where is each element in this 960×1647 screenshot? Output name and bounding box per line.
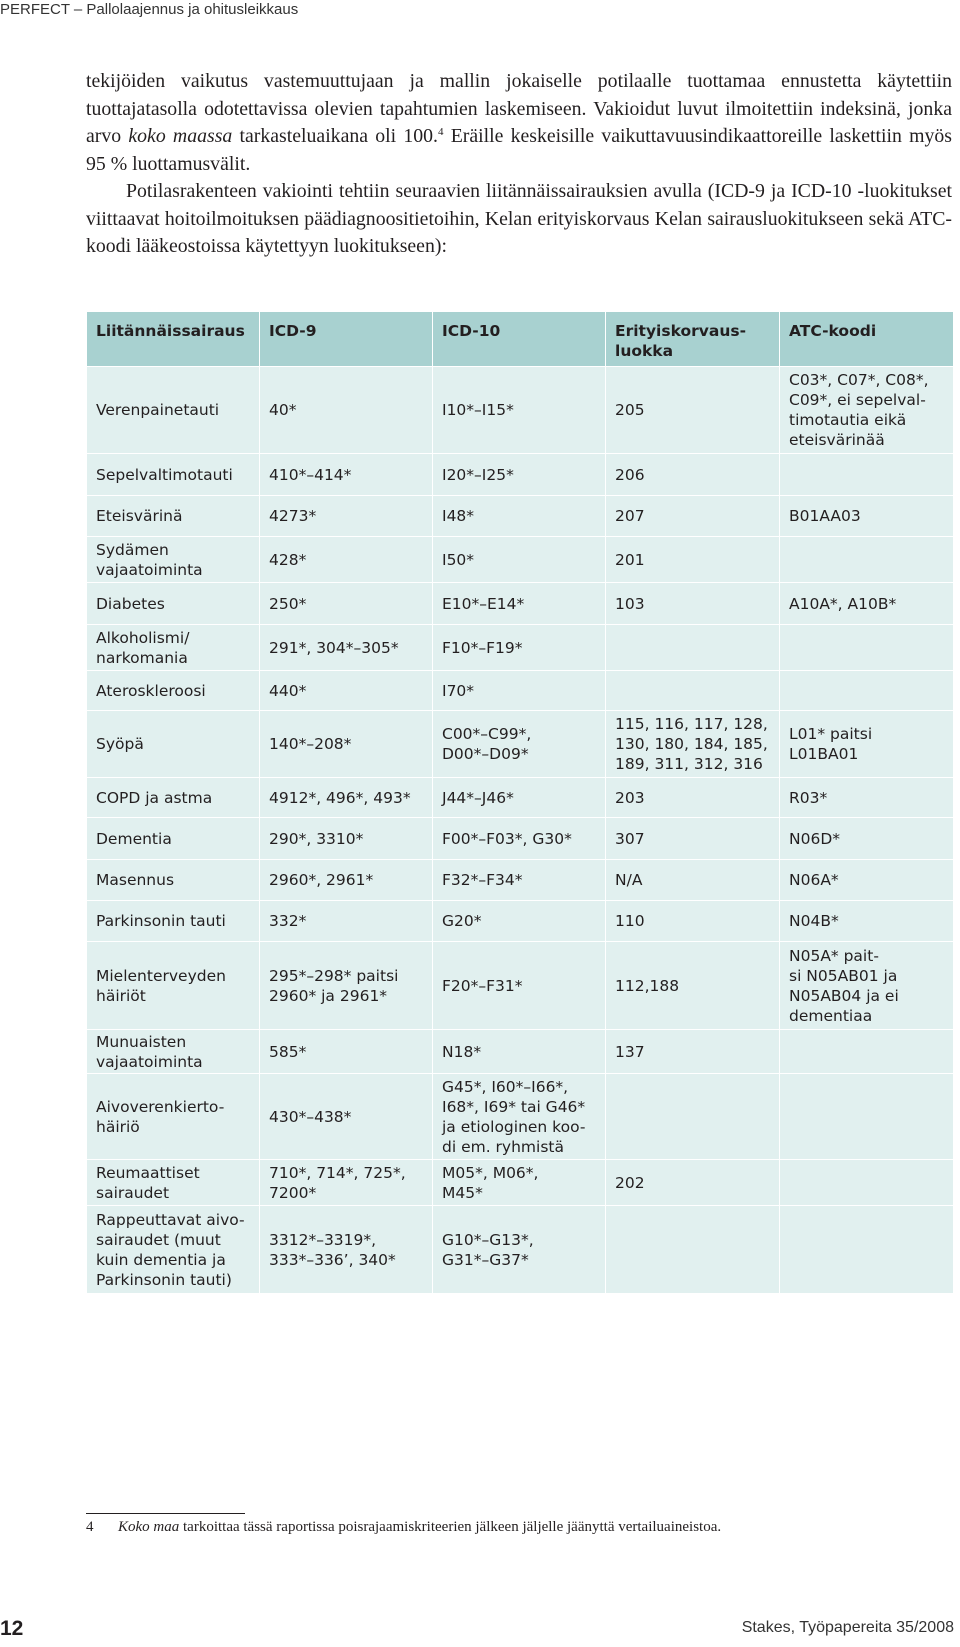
table-cell: 205 (606, 367, 780, 454)
table-cell: Syöpä (87, 711, 260, 778)
table-row (87, 671, 954, 711)
table-cell: I48* (433, 496, 606, 537)
header-cell: Erityiskorvaus- luokka (606, 312, 780, 367)
table-cell: Munuaisten vajaatoiminta (87, 1030, 260, 1074)
table-cell (606, 1206, 780, 1294)
table-cell: I10*–I15* (433, 367, 606, 454)
table-cell: N04B* (780, 901, 954, 942)
table-row (87, 1030, 954, 1074)
table-cell: I20*–I25* (433, 454, 606, 496)
table-row (87, 367, 954, 454)
footnote-ref: 4 (437, 126, 444, 138)
table-cell: 40* (260, 367, 433, 454)
table-cell (606, 1074, 780, 1160)
table-cell: 137 (606, 1030, 780, 1074)
table-cell: 332* (260, 901, 433, 942)
table-row (87, 583, 954, 625)
footnote (86, 1517, 952, 1537)
table-cell: Aivoverenkierto- häiriö (87, 1074, 260, 1160)
header-cell: Liitännäissairaus (87, 312, 260, 367)
table-cell (780, 671, 954, 711)
table-cell: N06D* (780, 818, 954, 860)
table-cell: Parkinsonin tauti (87, 901, 260, 942)
body-text (86, 68, 952, 261)
table-cell: B01AA03 (780, 496, 954, 537)
table-row (87, 942, 954, 1030)
table-cell: Rappeuttavat aivo- sairaudet (muut kuin dementia ja Parkinsonin tauti) (87, 1206, 260, 1294)
table-row (87, 537, 954, 583)
paragraph-2: Potilasrakenteen vakiointi tehtiin seuraavien liitännäissairauksien avulla (ICD-9 ja ICD-10 -luokitukset viittaavat hoitoilmoituksen päädiagnoositietoihin, Kelan erityiskorvaus Kelan sairausluokitukseen sekä ATC-koodi lääkeostoissa käytettyyn luokitukseen): (86, 180, 952, 257)
table-cell: C03*, C07*, C08*, C09*, ei sepelval- timotautia eikä eteisvärinää (780, 367, 954, 454)
table-cell (780, 454, 954, 496)
table-cell: F20*–F31* (433, 942, 606, 1030)
table-cell: 110 (606, 901, 780, 942)
footnote-text: tarkoittaa tässä raportissa poisrajaamiskriteerien jälkeen jäljelle jäänyttä vertailuaineistoa. (179, 1519, 722, 1535)
table-body (87, 367, 954, 1294)
table-cell: 250* (260, 583, 433, 625)
table-cell: 112,188 (606, 942, 780, 1030)
table-cell: G45*, I60*–I66*, I68*, I69* tai G46* ja etiologinen koo- di em. ryhmistä (433, 1074, 606, 1160)
table-cell: 307 (606, 818, 780, 860)
table-cell: 201 (606, 537, 780, 583)
table-cell: I70* (433, 671, 606, 711)
footnote-number: 4 (86, 1519, 94, 1535)
table-row (87, 1206, 954, 1294)
table-row (87, 778, 954, 818)
p1-text-c: Eräille keskeisille vaikuttavuusindikaattoreille laskettiin myös 95 % luottamusvälit. (86, 125, 952, 175)
table-cell: 440* (260, 671, 433, 711)
table-row (87, 860, 954, 901)
table-cell: N06A* (780, 860, 954, 901)
comorbidity-table (86, 311, 954, 1294)
table-cell (606, 625, 780, 671)
table-cell: Reumaattiset sairaudet (87, 1160, 260, 1206)
footnote-divider (86, 1513, 245, 1514)
table-cell: F32*–F34* (433, 860, 606, 901)
table-cell: G10*–G13*, G31*–G37* (433, 1206, 606, 1294)
table-cell: 103 (606, 583, 780, 625)
table-cell: 2960*, 2961* (260, 860, 433, 901)
table-cell: 3312*–3319*, 333*–336’, 340* (260, 1206, 433, 1294)
table-cell: Alkoholismi/ narkomania (87, 625, 260, 671)
table-cell: Sydämen vajaatoiminta (87, 537, 260, 583)
p1-text-b: tarkasteluaikana oli 100. (232, 125, 438, 147)
table-cell: Mielenterveyden häiriöt (87, 942, 260, 1030)
table-cell: E10*–E14* (433, 583, 606, 625)
table-cell: Eteisvärinä (87, 496, 260, 537)
header-cell: ICD-10 (433, 312, 606, 367)
table-cell: L01* paitsi L01BA01 (780, 711, 954, 778)
table-cell: Sepelvaltimotauti (87, 454, 260, 496)
table-cell: G20* (433, 901, 606, 942)
table-cell: M05*, M06*, M45* (433, 1160, 606, 1206)
table-cell: 115, 116, 117, 128, 130, 180, 184, 185, 189, 311, 312, 316 (606, 711, 780, 778)
table-row (87, 818, 954, 860)
table-cell: 140*–208* (260, 711, 433, 778)
table-cell: J44*–J46* (433, 778, 606, 818)
header-cell: ICD-9 (260, 312, 433, 367)
header-row (87, 312, 954, 367)
table-cell: C00*–C99*, D00*–D09* (433, 711, 606, 778)
table-cell: I50* (433, 537, 606, 583)
table-cell (780, 1160, 954, 1206)
series-line: Stakes, Työpapereita 35/2008 (741, 1619, 954, 1636)
table-cell: 4912*, 496*, 493* (260, 778, 433, 818)
table-row (87, 625, 954, 671)
table-cell: N18* (433, 1030, 606, 1074)
table-cell: 202 (606, 1160, 780, 1206)
table-cell: 203 (606, 778, 780, 818)
table-cell: 710*, 714*, 725*, 7200* (260, 1160, 433, 1206)
table-cell: 428* (260, 537, 433, 583)
table-cell: 290*, 3310* (260, 818, 433, 860)
p1-italic: koko maassa (128, 125, 233, 147)
table-cell: 207 (606, 496, 780, 537)
header-cell: ATC-koodi (780, 312, 954, 367)
p1-text-a: tekijöiden vaikutus vastemuuttujaan ja mallin jokaiselle potilaalle tuottamaa ennustetta käytettiin tuottajatasolla odotettavissa olevien tapahtumien laskemiseen. Vakioidut luvut ilmoitettiin indeksinä, jonka arvo (86, 70, 952, 147)
table-row (87, 454, 954, 496)
page-number: 12 (0, 1617, 24, 1640)
table-cell: Verenpainetauti (87, 367, 260, 454)
table-cell: Dementia (87, 818, 260, 860)
table-row (87, 496, 954, 537)
table-cell (780, 1206, 954, 1294)
table-row (87, 711, 954, 778)
table-cell: N05A* pait- si N05AB01 ja N05AB04 ja ei dementiaa (780, 942, 954, 1030)
table-cell: Diabetes (87, 583, 260, 625)
table-cell: Ateroskleroosi (87, 671, 260, 711)
table-cell: 206 (606, 454, 780, 496)
table-cell (606, 671, 780, 711)
running-head: PERFECT – Pallolaajennus ja ohitusleikkaus (0, 1, 299, 18)
table-cell: N/A (606, 860, 780, 901)
table-row (87, 1074, 954, 1160)
table-cell: R03* (780, 778, 954, 818)
table-cell: 295*–298* paitsi 2960* ja 2961* (260, 942, 433, 1030)
table-cell: F10*–F19* (433, 625, 606, 671)
table-row (87, 1160, 954, 1206)
paragraph-1 (86, 68, 952, 178)
table-cell: Masennus (87, 860, 260, 901)
footnote-italic: Koko maa (118, 1519, 180, 1535)
table-header (87, 312, 954, 367)
table-cell: F00*–F03*, G30* (433, 818, 606, 860)
table-cell: 410*–414* (260, 454, 433, 496)
table-cell: 430*–438* (260, 1074, 433, 1160)
table-cell (780, 625, 954, 671)
table-row (87, 901, 954, 942)
table-cell: 4273* (260, 496, 433, 537)
table-cell: COPD ja astma (87, 778, 260, 818)
table-cell (780, 1074, 954, 1160)
table-cell (780, 1030, 954, 1074)
table-cell (780, 537, 954, 583)
table-cell: 291*, 304*–305* (260, 625, 433, 671)
table-cell: 585* (260, 1030, 433, 1074)
table-cell: A10A*, A10B* (780, 583, 954, 625)
